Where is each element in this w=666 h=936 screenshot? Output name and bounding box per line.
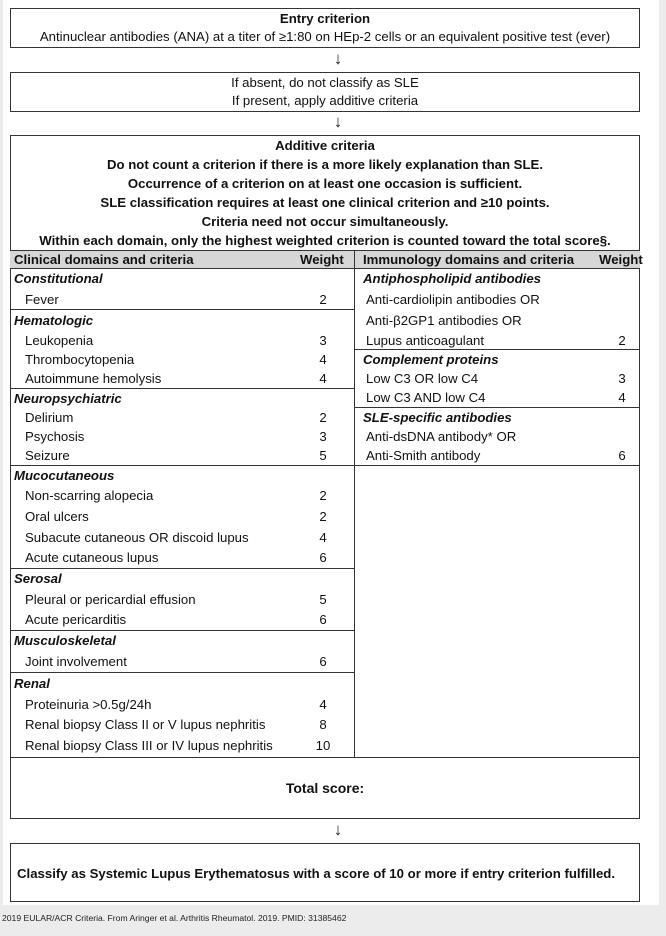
criterion-weight: 6	[319, 654, 327, 669]
domain-divider	[10, 672, 354, 673]
clinical-header: Clinical domains and criteria	[14, 252, 194, 267]
criterion-label: Lupus anticoagulant	[366, 333, 485, 348]
arrow-down-icon: ↓	[333, 49, 343, 68]
additive-rule-4: Criteria need not occur simultaneously.	[201, 214, 449, 229]
domain-musculoskeletal: Musculoskeletal	[14, 633, 116, 648]
criterion-weight: 3	[319, 333, 327, 348]
clinical-weight-header: Weight	[300, 252, 344, 267]
criterion-label: Anti-cardiolipin antibodies OR	[366, 292, 540, 307]
column-divider	[354, 250, 355, 757]
additive-rule-1: Do not count a criterion if there is a more likely explanation than SLE.	[106, 157, 543, 172]
criteria-flowchart	[3, 0, 659, 905]
criterion-label: Autoimmune hemolysis	[25, 371, 162, 386]
criterion-weight: 2	[319, 509, 327, 524]
arrow-down-icon: ↓	[333, 112, 343, 131]
table-bottom-line	[10, 757, 640, 758]
criterion-label: Seizure	[25, 448, 70, 463]
criterion-weight: 4	[319, 697, 327, 712]
criterion-label: Anti-Smith antibody	[366, 448, 481, 463]
criterion-label: Oral ulcers	[25, 509, 89, 524]
criterion-weight: 4	[319, 530, 327, 545]
criterion-weight: 2	[319, 292, 327, 307]
criterion-label: Acute pericarditis	[25, 612, 127, 627]
domain-complement: Complement proteins	[363, 352, 499, 367]
additive-rule-2: Occurrence of a criterion on at least one occasion is sufficient.	[127, 176, 523, 191]
domain-renal: Renal	[14, 676, 50, 691]
criterion-weight: 6	[319, 550, 327, 565]
criterion-label: Renal biopsy Class II or V lupus nephritis	[25, 717, 266, 732]
immunology-header: Immunology domains and criteria	[363, 252, 575, 267]
domain-hematologic: Hematologic	[14, 313, 94, 328]
criterion-label: Proteinuria >0.5g/24h	[25, 697, 152, 712]
criterion-label: Delirium	[25, 410, 74, 425]
additive-rule-5: Within each domain, only the highest weighted criterion is counted toward the total score§.	[39, 233, 611, 248]
entry-criterion-text: Antinuclear antibodies (ANA) at a titer of ≥1:80 on HEp-2 cells or an equivalent positive test (ever)	[39, 29, 611, 44]
criterion-label: Anti-dsDNA antibody* OR	[366, 429, 517, 444]
total-score-label: Total score:	[285, 780, 365, 796]
additive-criteria-title: Additive criteria	[275, 138, 375, 153]
criterion-label: Acute cutaneous lupus	[25, 550, 159, 565]
classification-box	[10, 843, 640, 902]
arrow-down-icon: ↓	[333, 820, 343, 839]
criterion-weight: 8	[319, 717, 327, 732]
domain-serosal: Serosal	[14, 571, 62, 586]
criterion-weight: 5	[319, 592, 327, 607]
criterion-weight: 6	[618, 448, 626, 463]
criterion-weight: 3	[618, 371, 626, 386]
immunology-weight-header: Weight	[599, 252, 643, 267]
criterion-label: Non-scarring alopecia	[25, 488, 154, 503]
criterion-weight: 10	[315, 738, 331, 753]
criterion-weight: 3	[319, 429, 327, 444]
domain-constitutional: Constitutional	[14, 271, 103, 286]
entry-criterion-title: Entry criterion	[279, 11, 371, 26]
criterion-weight: 5	[319, 448, 327, 463]
additive-rule-3: SLE classification requires at least one clinical criterion and ≥10 points.	[100, 195, 550, 210]
criterion-label: Psychosis	[25, 429, 85, 444]
criterion-label: Renal biopsy Class III or IV lupus nephritis	[25, 738, 273, 753]
branch-absent-text: If absent, do not classify as SLE	[231, 75, 419, 90]
entry-criterion-box	[10, 8, 640, 48]
criterion-label: Subacute cutaneous OR discoid lupus	[25, 530, 249, 545]
criterion-label: Low C3 OR low C4	[366, 371, 479, 386]
criterion-label: Anti-β2GP1 antibodies OR	[366, 313, 522, 328]
criterion-label: Pleural or pericardial effusion	[25, 592, 196, 607]
criterion-weight: 4	[319, 371, 327, 386]
domain-neuropsychiatric: Neuropsychiatric	[14, 391, 122, 406]
criterion-weight: 6	[319, 612, 327, 627]
domain-divider	[10, 309, 354, 310]
citation-footer: 2019 EULAR/ACR Criteria. From Aringer et al. Arthritis Rheumatol. 2019. PMID: 31385462	[2, 913, 347, 923]
criterion-weight: 2	[618, 333, 626, 348]
domain-antiphospholipid: Antiphospholipid antibodies	[363, 271, 542, 286]
criterion-label: Thrombocytopenia	[25, 352, 135, 367]
criterion-label: Low C3 AND low C4	[366, 390, 486, 405]
branch-present-text: If present, apply additive criteria	[231, 93, 419, 108]
criterion-weight: 4	[618, 390, 626, 405]
criterion-weight: 2	[319, 410, 327, 425]
branch-box	[10, 72, 640, 112]
domain-mucocutaneous: Mucocutaneous	[14, 468, 115, 483]
domain-sle-specific: SLE-specific antibodies	[363, 410, 512, 425]
classification-text: Classify as Systemic Lupus Erythematosus with a score of 10 or more if entry criterion fulfilled.	[17, 866, 616, 881]
criterion-weight: 4	[319, 352, 327, 367]
criterion-label: Joint involvement	[25, 654, 127, 669]
domain-divider	[354, 465, 640, 466]
criterion-label: Leukopenia	[25, 333, 94, 348]
criterion-label: Fever	[25, 292, 59, 307]
criterion-weight: 2	[319, 488, 327, 503]
